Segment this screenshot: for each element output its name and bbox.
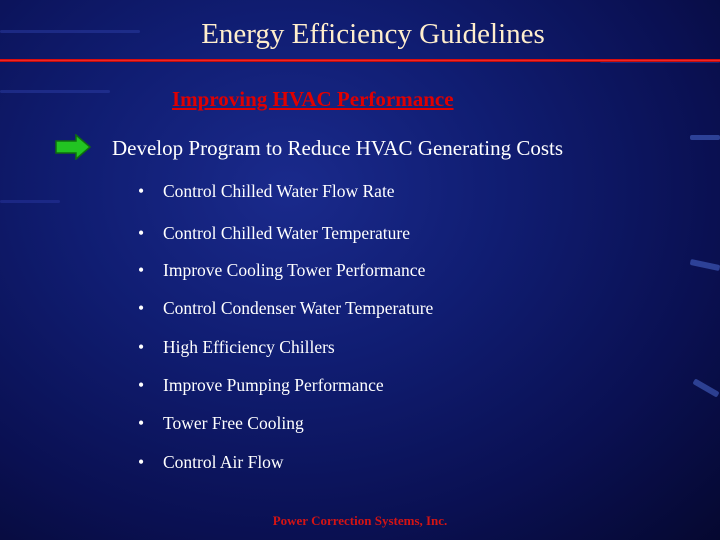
list-item-text: Tower Free Cooling bbox=[163, 413, 304, 433]
bullet-icon: • bbox=[138, 452, 145, 472]
list-item bbox=[138, 297, 433, 319]
bullet-icon: • bbox=[138, 298, 145, 318]
list-item-text: Control Chilled Water Temperature bbox=[163, 223, 410, 243]
bullet-icon: • bbox=[138, 181, 145, 201]
footer-company: Power Correction Systems, Inc. bbox=[272, 513, 448, 528]
list-item-text: High Efficiency Chillers bbox=[163, 337, 335, 357]
bullet-icon: • bbox=[138, 223, 145, 243]
background-streak bbox=[0, 200, 60, 203]
list-item-text: Control Condenser Water Temperature bbox=[163, 298, 434, 318]
list-item bbox=[138, 180, 395, 202]
right-arrow-icon bbox=[54, 134, 92, 160]
list-item bbox=[138, 259, 425, 281]
list-item bbox=[138, 222, 410, 244]
list-item bbox=[138, 451, 284, 473]
list-item-text: Improve Pumping Performance bbox=[163, 375, 384, 395]
background-streak bbox=[0, 90, 110, 93]
bullet-icon: • bbox=[138, 260, 145, 280]
list-item-text: Improve Cooling Tower Performance bbox=[163, 260, 426, 280]
slide-subtitle: Improving HVAC Performance bbox=[172, 87, 454, 111]
list-item bbox=[138, 336, 335, 358]
list-item bbox=[138, 412, 304, 434]
slide-title: Energy Efficiency Guidelines bbox=[201, 18, 545, 50]
bullet-list bbox=[138, 0, 698, 540]
list-item-text: Control Air Flow bbox=[163, 452, 284, 472]
bullet-icon: • bbox=[138, 413, 145, 433]
list-item bbox=[138, 374, 384, 396]
list-item-text: Control Chilled Water Flow Rate bbox=[163, 181, 395, 201]
bullet-icon: • bbox=[138, 375, 145, 395]
bullet-icon: • bbox=[138, 337, 145, 357]
section-heading: Develop Program to Reduce HVAC Generating Costs bbox=[112, 136, 564, 160]
